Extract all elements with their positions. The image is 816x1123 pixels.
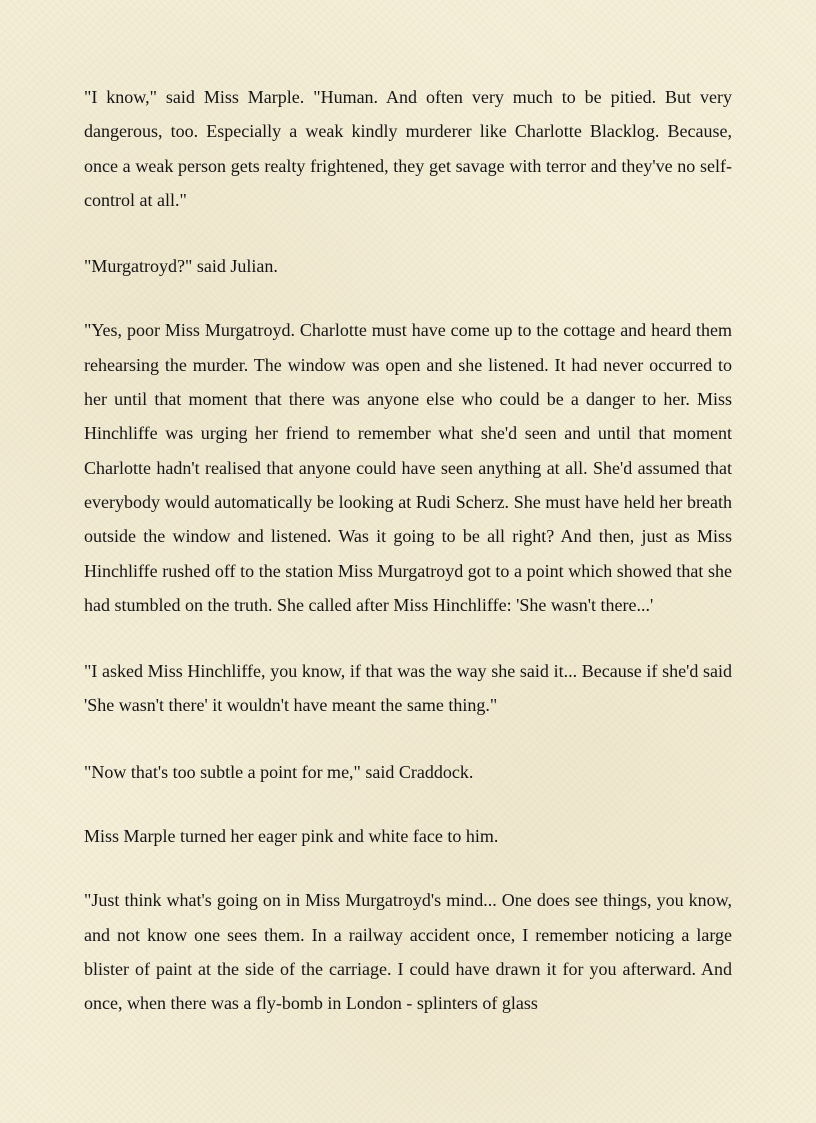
paragraph-rehearsing-murder: "Yes, poor Miss Murgatroyd. Charlotte must have come up to the cottage and heard them rehearsing the murder. The window was open and she listened. It had never occurred to her until that moment that there was anyone else who could be a danger to her. Miss Hinchliffe was urging her friend to remember what she'd seen and until that moment Charlotte hadn't realised that anyone could have seen anything at all. She'd assumed that everybody would automatically be looking at Rudi Scherz. She must have held her breath outside the window and listened. Was it going to be all right? And then, just as Miss Hinchliffe rushed off to the station Miss Murgatroyd got to a point which showed that she had stumbled on the truth. She called after Miss Hinchliffe: 'She wasn't there...' (84, 320, 732, 615)
paragraph-murgatroyd-question: "Murgatroyd?" said Julian. (84, 256, 278, 277)
paragraph-pink-white-face: Miss Marple turned her eager pink and white face to him. (84, 826, 499, 847)
paragraph-craddock-subtle: "Now that's too subtle a point for me," said Craddock. (84, 761, 474, 782)
paragraph-miss-marple-dangerous: "I know," said Miss Marple. "Human. And often very much to be pitied. But very dangerous, too. Especially a weak kindly murderer like Charlotte Blacklog. Because, once a weak person gets realty frightened, they get savage with terror and they've no self-control at all." (84, 87, 732, 210)
paragraph-asked-hinchliffe: "I asked Miss Hinchliffe, you know, if that was the way she said it... Because if she'd said 'She wasn't there' it wouldn't have meant the same thing." (84, 661, 732, 716)
paragraph-murgatroyd-mind: "Just think what's going on in Miss Murgatroyd's mind... One does see things, you know, and not know one sees them. In a railway accident once, I remember noticing a large blister of paint at the side of the carriage. I could have drawn it for you afterward. And once, when there was a fly-bomb in London - splinters of glass (84, 890, 732, 1014)
document-page (84, 80, 732, 1053)
